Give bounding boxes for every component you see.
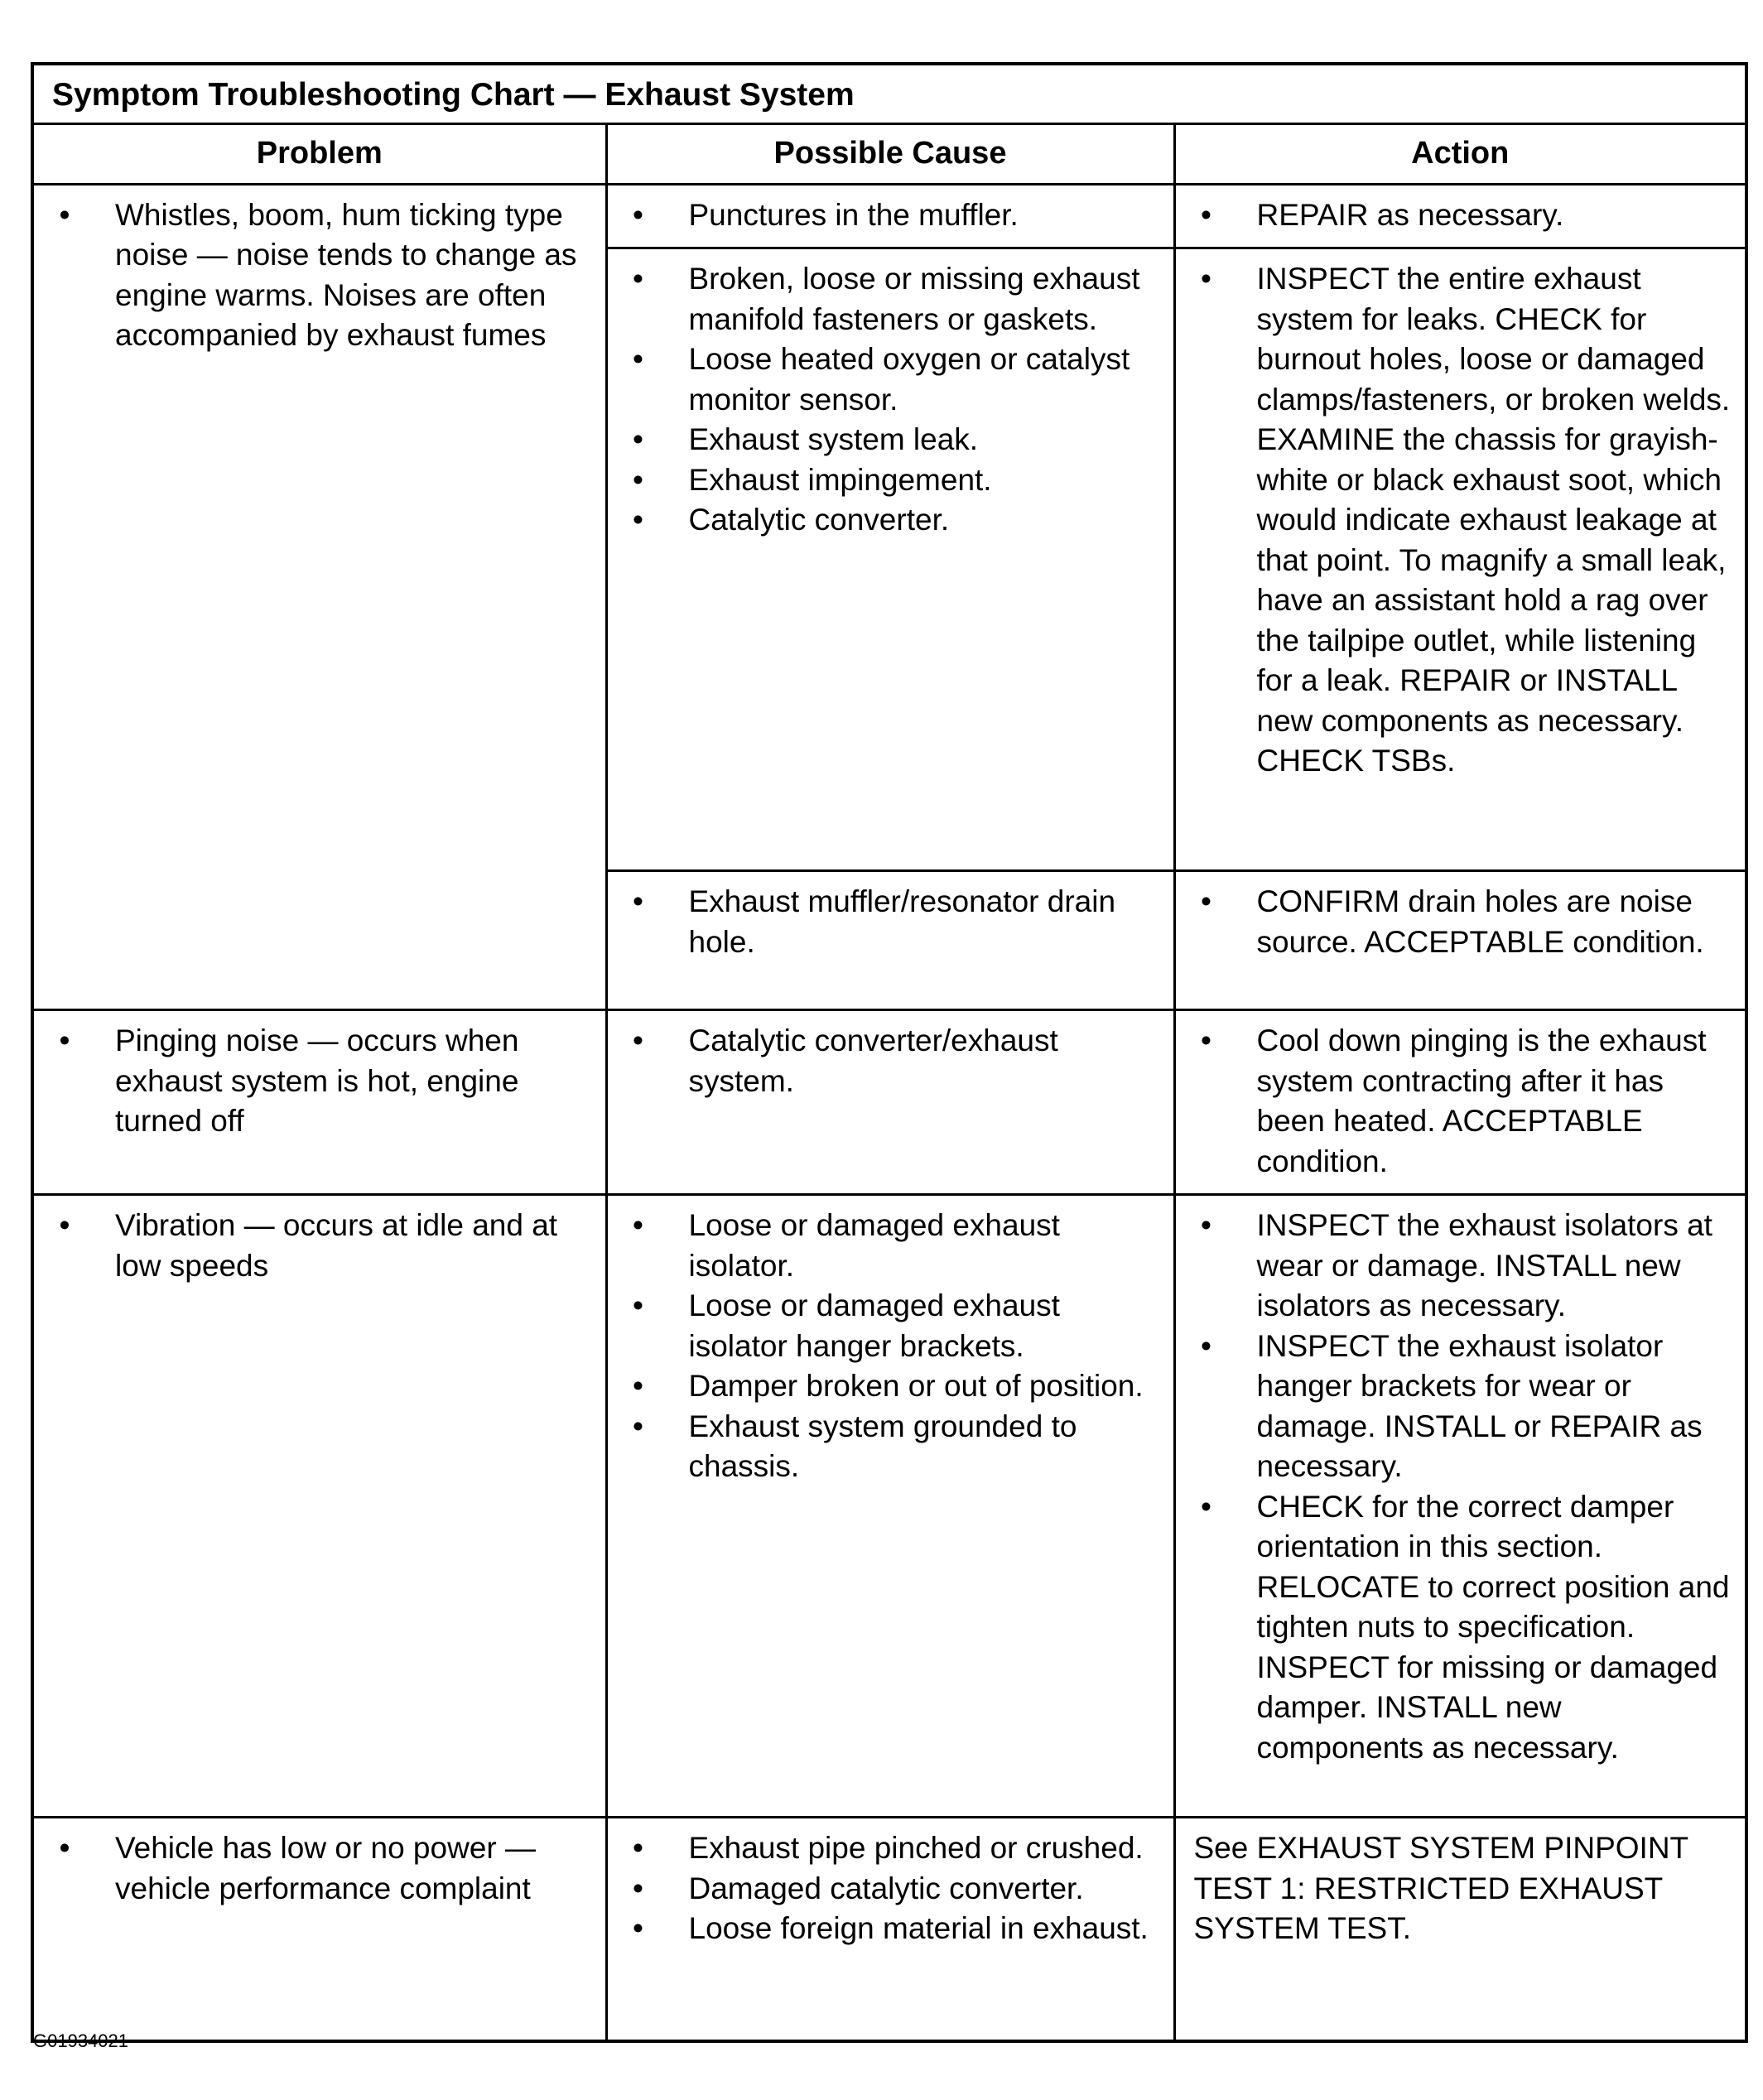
problem-cell xyxy=(32,1818,606,2041)
cause-cell xyxy=(606,248,1174,871)
list-item: • Damper broken or out of position. xyxy=(626,1366,1162,1407)
list-item: • Vehicle has low or no power — vehicle performance complaint xyxy=(52,1828,594,1909)
bullet-icon: • xyxy=(1201,884,1211,918)
list-item: • CONFIRM drain holes are noise source. ACCEPTABLE condition. xyxy=(1194,882,1734,962)
list-item: • Catalytic converter/exhaust system. xyxy=(626,1021,1162,1101)
list-item: • Whistles, boom, hum ticking type noise — noise tends to change as engine warms. Noises are often accompanied by exhaust fumes xyxy=(52,195,594,356)
header-possible-cause: Possible Cause xyxy=(606,123,1174,184)
bullet-icon: • xyxy=(633,1871,643,1905)
list-item: • Exhaust system grounded to chassis. xyxy=(626,1407,1162,1487)
action-text: See EXHAUST SYSTEM PINPOINT TEST 1: RESTRICTED EXHAUST SYSTEM TEST. xyxy=(1193,1831,1688,1945)
bullet-icon: • xyxy=(633,1024,643,1057)
list-item: • Exhaust muffler/resonator drain hole. xyxy=(626,882,1162,962)
problem-cell xyxy=(32,184,606,1010)
bullet-icon: • xyxy=(1201,262,1211,296)
list-item: • REPAIR as necessary. xyxy=(1194,195,1734,236)
bullet-icon: • xyxy=(633,503,643,537)
cause-cell xyxy=(606,871,1174,1010)
bullet-icon: • xyxy=(633,422,643,456)
list-item: • Catalytic converter. xyxy=(626,500,1162,541)
bullet-icon: • xyxy=(1201,1024,1211,1057)
bullet-icon: • xyxy=(1201,197,1211,232)
bullet-icon: • xyxy=(1201,1208,1211,1242)
list-item: • Damaged catalytic converter. xyxy=(626,1869,1162,1910)
action-cell xyxy=(1174,1195,1746,1818)
header-problem: Problem xyxy=(32,123,606,184)
cause-cell xyxy=(606,184,1174,248)
problem-cell xyxy=(32,1195,606,1818)
list-item: • Punctures in the muffler. xyxy=(626,195,1162,236)
action-cell xyxy=(1174,871,1746,1010)
cause-cell xyxy=(606,1818,1174,2041)
bullet-icon: • xyxy=(633,262,643,296)
bullet-icon: • xyxy=(633,1911,643,1945)
header-action: Action xyxy=(1174,123,1746,184)
troubleshooting-table xyxy=(31,62,1748,2043)
action-cell xyxy=(1174,1010,1746,1195)
bullet-icon: • xyxy=(633,884,643,918)
list-item: • Exhaust pipe pinched or crushed. xyxy=(626,1828,1162,1869)
list-item: • Pinging noise — occurs when exhaust system is hot, engine turned off xyxy=(52,1021,594,1142)
bullet-icon: • xyxy=(633,1831,643,1865)
list-item: • Exhaust system leak. xyxy=(626,420,1162,460)
bullet-icon: • xyxy=(633,1208,643,1242)
list-item: • Cool down pinging is the exhaust system contracting after it has been heated. ACCEPTABLE condition. xyxy=(1194,1021,1734,1182)
bullet-icon: • xyxy=(59,197,70,232)
list-item: • Loose or damaged exhaust isolator hanger brackets. xyxy=(626,1286,1162,1366)
action-cell xyxy=(1174,248,1746,871)
action-cell xyxy=(1174,184,1746,248)
bullet-icon: • xyxy=(1201,1328,1211,1363)
cause-cell xyxy=(606,1010,1174,1195)
bullet-icon: • xyxy=(1201,1489,1211,1524)
list-item: • Loose heated oxygen or catalyst monitor sensor. xyxy=(626,340,1162,420)
action-cell xyxy=(1174,1818,1746,2041)
bullet-icon: • xyxy=(633,1409,643,1443)
list-item: • Loose foreign material in exhaust. xyxy=(626,1909,1162,1949)
list-item: • INSPECT the exhaust isolators at wear or damage. INSTALL new isolators as necessary. xyxy=(1194,1206,1734,1327)
list-item: • Broken, loose or missing exhaust manifold fasteners or gaskets. xyxy=(626,259,1162,340)
bullet-icon: • xyxy=(59,1831,70,1865)
bullet-icon: • xyxy=(633,197,643,232)
table-title: Symptom Troubleshooting Chart — Exhaust System xyxy=(32,64,1746,123)
cause-cell xyxy=(606,1195,1174,1818)
list-item: • Vibration — occurs at idle and at low speeds xyxy=(52,1206,594,1286)
bullet-icon: • xyxy=(633,342,643,376)
list-item: • CHECK for the correct damper orientation in this section. RELOCATE to correct position and tighten nuts to specification. INSPECT for missing or damaged damper. INSTALL new components as necessary. xyxy=(1194,1487,1734,1769)
bullet-icon: • xyxy=(59,1208,70,1242)
bullet-icon: • xyxy=(633,1288,643,1322)
list-item: • INSPECT the exhaust isolator hanger brackets for wear or damage. INSTALL or REPAIR as necessary. xyxy=(1194,1327,1734,1487)
bullet-icon: • xyxy=(633,1369,643,1403)
list-item: • INSPECT the entire exhaust system for leaks. CHECK for burnout holes, loose or damaged clamps/fasteners, or broken welds. EXAMINE the chassis for grayish-white or black exhaust soot, which would indicate exhaust leakage at that point. To magnify a small leak, have an assistant hold a rag over the tailpipe outlet, while listening for a leak. REPAIR or INSTALL new components as necessary. CHECK TSBs. xyxy=(1194,259,1734,782)
bullet-icon: • xyxy=(59,1024,70,1057)
problem-cell xyxy=(32,1010,606,1195)
bullet-icon: • xyxy=(633,462,643,497)
list-item: • Exhaust impingement. xyxy=(626,460,1162,501)
figure-id: G01934021 xyxy=(33,2030,128,2051)
list-item: • Loose or damaged exhaust isolator. xyxy=(626,1206,1162,1286)
